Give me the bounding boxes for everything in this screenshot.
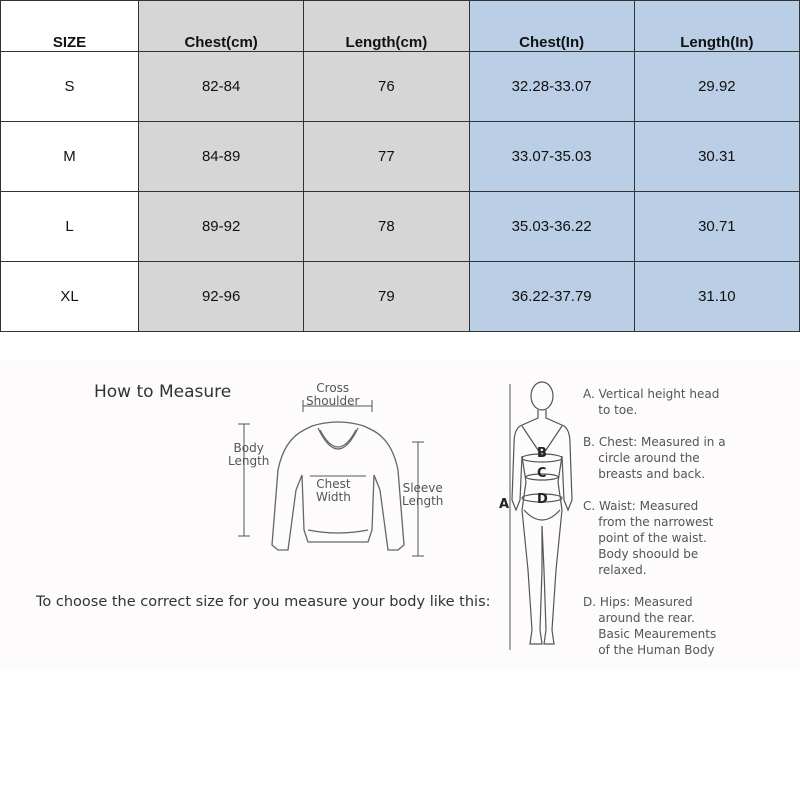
cell-chest-in: 36.22-37.79 xyxy=(469,262,634,332)
size-chart-table xyxy=(0,0,800,332)
table-row xyxy=(1,192,800,262)
note-a: A. Vertical height head to toe. xyxy=(583,387,720,417)
cell-chest-cm: 89-92 xyxy=(139,192,304,262)
cell-size: S xyxy=(1,52,139,122)
cell-size: L xyxy=(1,192,139,262)
instruction-text: To choose the correct size for you measure your body like this: xyxy=(36,594,491,610)
letter-b: B xyxy=(537,446,547,461)
table-row xyxy=(1,262,800,332)
note-c: C. Waist: Measured from the narrowest point of the waist. Body shoould be relaxed. xyxy=(583,499,714,577)
note-b: B. Chest: Measured in a circle around the breasts and back. xyxy=(583,435,726,481)
cell-length-cm: 79 xyxy=(304,262,469,332)
cell-length-in: 30.31 xyxy=(634,122,799,192)
header-chest-in: Chest(In) xyxy=(469,1,634,52)
letter-d: D xyxy=(537,492,548,507)
cell-length-in: 31.10 xyxy=(634,262,799,332)
human-figure xyxy=(510,382,572,650)
measurement-guide xyxy=(0,360,800,670)
cell-size: M xyxy=(1,122,139,192)
cell-chest-cm: 84-89 xyxy=(139,122,304,192)
body-length-label: Body Length xyxy=(228,441,270,468)
cell-length-in: 30.71 xyxy=(634,192,799,262)
cell-length-cm: 76 xyxy=(304,52,469,122)
cell-chest-cm: 92-96 xyxy=(139,262,304,332)
cell-length-cm: 77 xyxy=(304,122,469,192)
table-header-row xyxy=(1,1,800,52)
table-row xyxy=(1,122,800,192)
cell-chest-in: 35.03-36.22 xyxy=(469,192,634,262)
cell-chest-cm: 82-84 xyxy=(139,52,304,122)
letter-c: C xyxy=(537,466,547,481)
cell-length-in: 29.92 xyxy=(634,52,799,122)
cell-size: XL xyxy=(1,262,139,332)
cell-chest-in: 32.28-33.07 xyxy=(469,52,634,122)
letter-a: A xyxy=(499,497,510,512)
cell-length-cm: 78 xyxy=(304,192,469,262)
sleeve-length-label: Sleeve Length xyxy=(402,481,444,508)
header-length-cm: Length(cm) xyxy=(304,1,469,52)
cell-chest-in: 33.07-35.03 xyxy=(469,122,634,192)
header-size: SIZE xyxy=(1,1,139,52)
note-d: D. Hips: Measured around the rear. Basic Meaurements of the Human Body xyxy=(583,595,717,657)
cross-shoulder-label: Cross Shoulder xyxy=(306,381,360,408)
header-length-in: Length(In) xyxy=(634,1,799,52)
chest-width-label: Chest Width xyxy=(316,477,351,504)
table-row xyxy=(1,52,800,122)
header-chest-cm: Chest(cm) xyxy=(139,1,304,52)
guide-title: How to Measure xyxy=(94,382,232,402)
